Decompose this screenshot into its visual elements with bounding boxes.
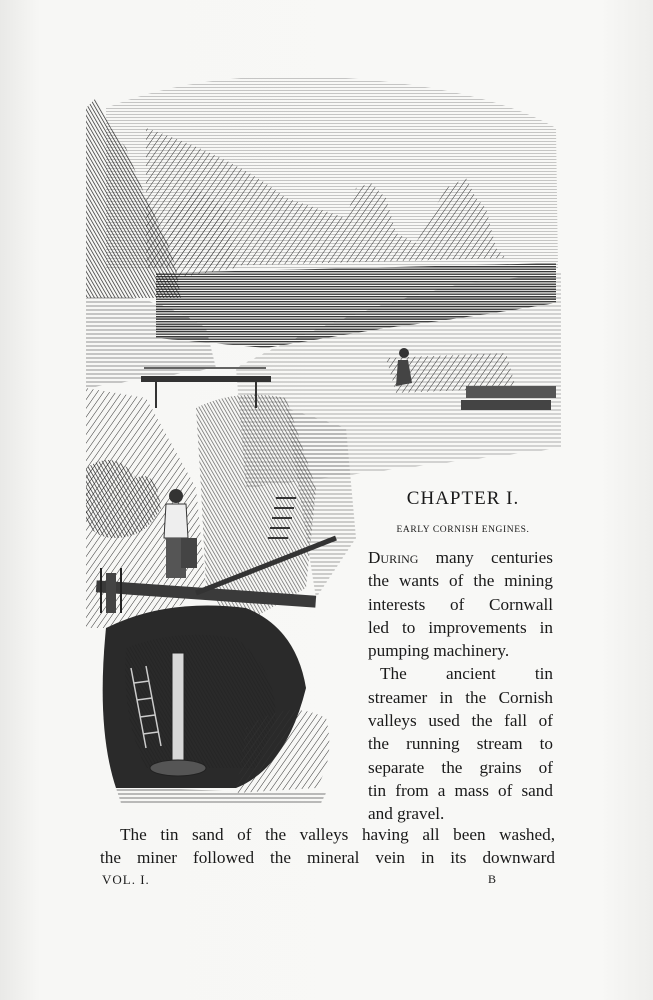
chapter-body-narrow	[368, 546, 553, 826]
paragraph-line: The tin sand of the valleys having all been washed,	[120, 825, 555, 844]
paragraph-line	[368, 546, 553, 569]
paragraph-line: and gravel.	[368, 804, 445, 824]
chapter-subtitle: EARLY CORNISH ENGINES.	[396, 525, 530, 535]
paragraph-line: led to improvements in	[368, 617, 553, 637]
paragraph-line: streamer in the Cornish	[368, 687, 553, 707]
dropcap-word: During	[368, 548, 419, 567]
chapter-body-wide	[100, 823, 555, 870]
volume-footer: VOL. I.	[102, 872, 150, 887]
paragraph-line: the running stream to	[368, 734, 553, 754]
paragraph-line: tin from a mass of sand	[368, 780, 553, 800]
paragraph-text: many centuries	[418, 548, 553, 567]
paragraph-line: valleys used the fall of	[368, 711, 553, 731]
paragraph-line: separate the grains of	[368, 757, 553, 777]
paragraph-line: the miner followed the mineral vein in its downward	[100, 848, 555, 868]
chapter-title: CHAPTER I.	[406, 488, 520, 509]
paragraph-line: pumping machinery.	[368, 641, 510, 661]
paragraph-line: The ancient tin	[380, 664, 553, 684]
signature-mark: B	[488, 872, 497, 886]
paragraph-line: interests of Cornwall	[368, 594, 553, 614]
paragraph-line: the wants of the mining	[368, 571, 553, 591]
